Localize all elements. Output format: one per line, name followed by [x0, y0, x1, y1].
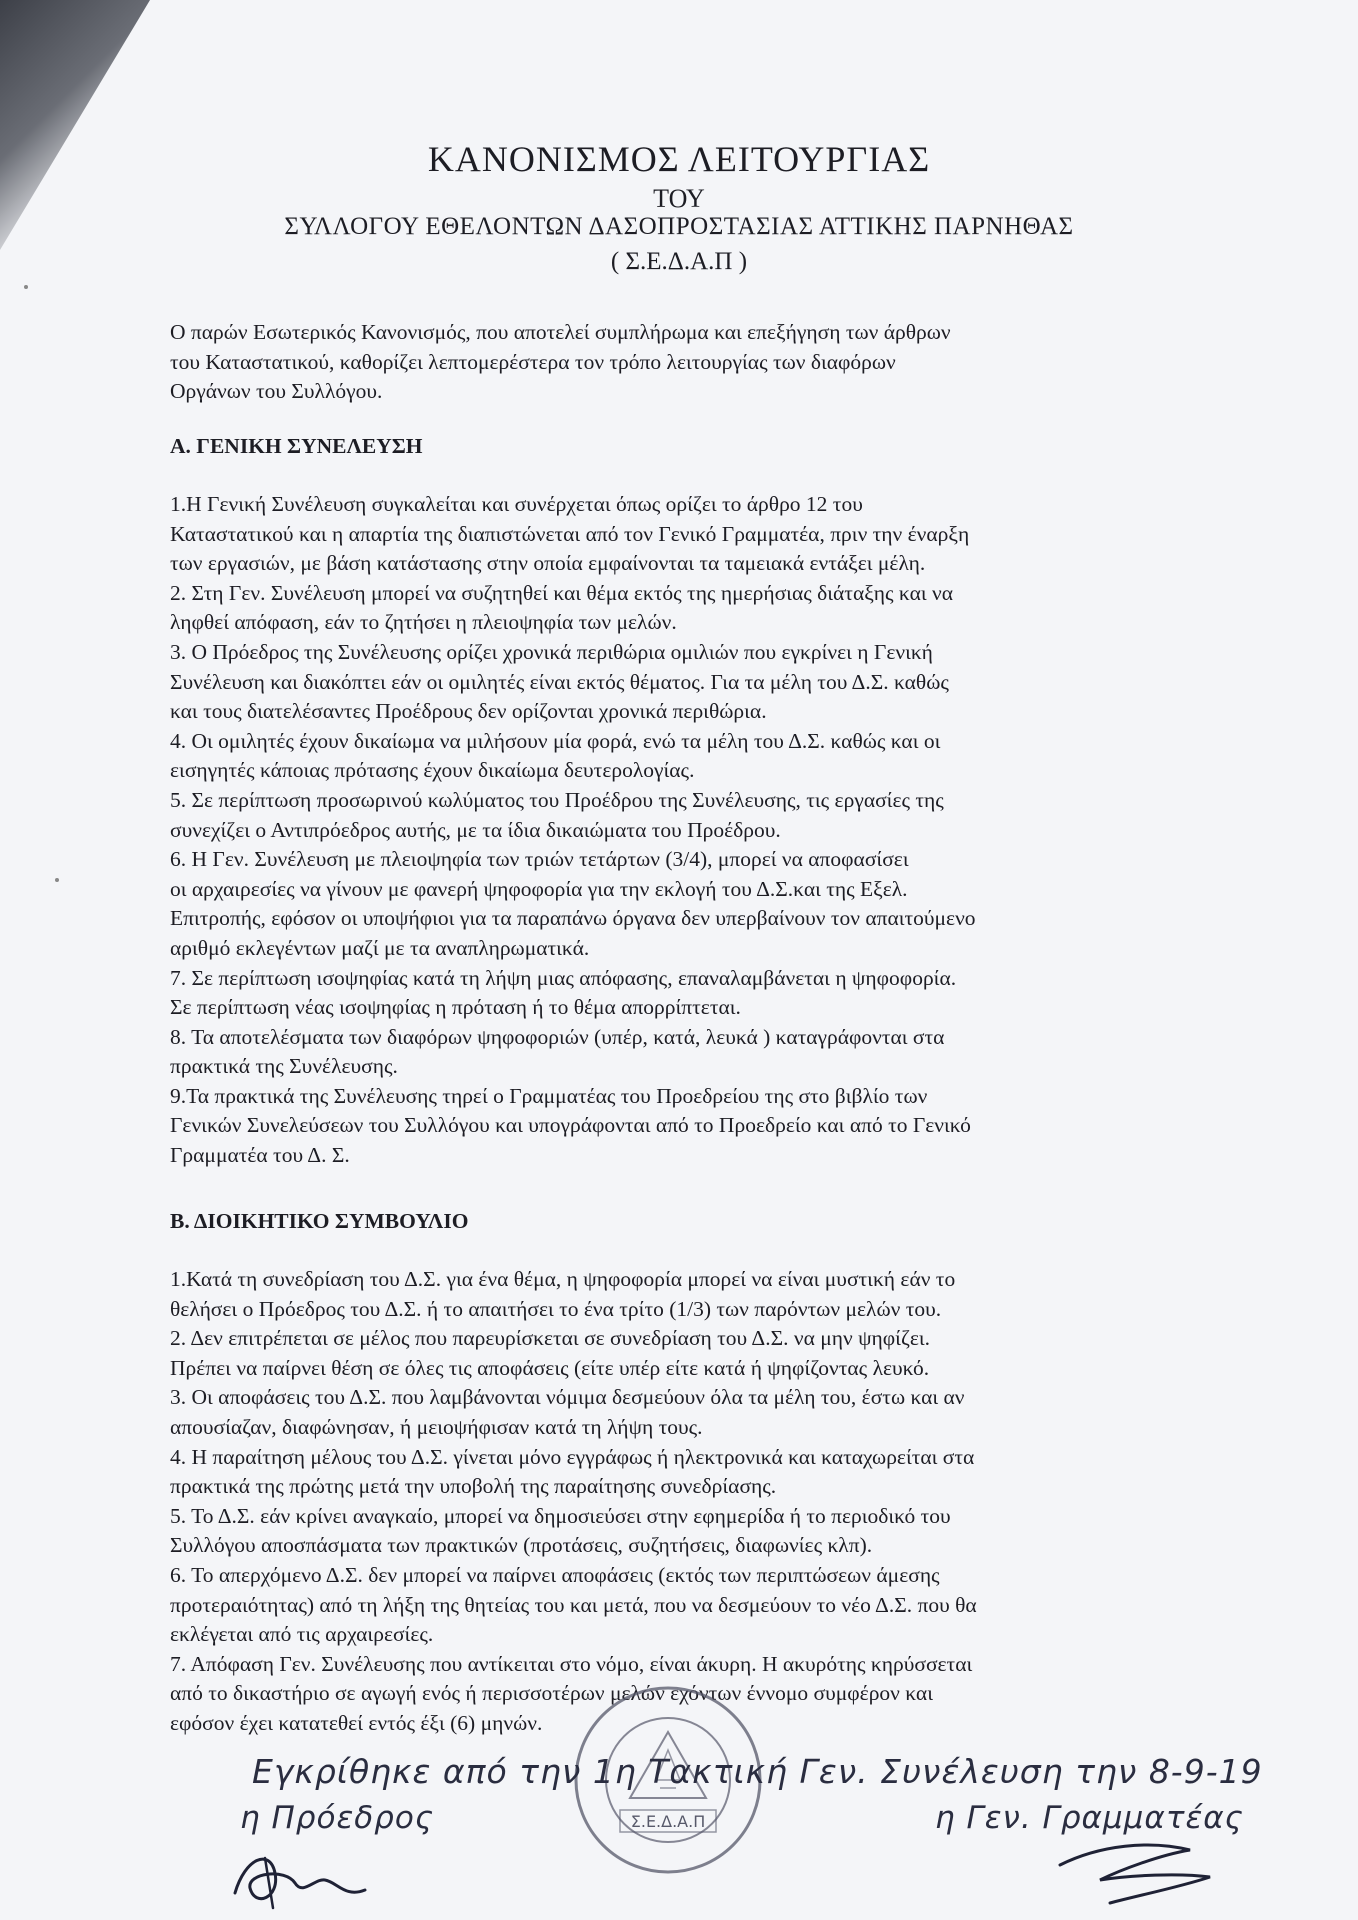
section-b-line: 2. Δεν επιτρέπεται σε μέλος που παρευρίσκεται σε συνεδρίαση του Δ.Σ. να μην ψηφίζει. [170, 1326, 931, 1351]
intro-paragraph [170, 318, 1180, 407]
section-a-line: πρακτικά της Συνέλευσης. [170, 1054, 398, 1079]
section-a-line: 7. Σε περίπτωση ισοψηφίας κατά τη λήψη μιας απόφασης, επαναλαμβάνεται η ψηφοφορία. [170, 965, 957, 990]
section-a-line: συνεχίζει ο Αντιπρόεδρος αυτής, με τα ίδια δικαιώματα του Προέδρου. [170, 817, 781, 842]
intro-line: του Καταστατικού, καθορίζει λεπτομερέστερα τον τρόπο λειτουργίας των διαφόρων [170, 349, 896, 374]
stamp-center-text: Σ.Ε.Δ.Α.Π [630, 1812, 706, 1831]
section-a-line: οι αρχαιρεσίες να γίνουν με φανερή ψηφοφορία για την εκλογή του Δ.Σ.και της Εξελ. [170, 876, 908, 901]
section-b-heading: Β. ΔΙΟΙΚΗΤΙΚΟ ΣΥΜΒΟΥΛΙΟ [170, 1209, 469, 1233]
section-b-line: εκλέγεται από τις αρχαιρεσίες. [170, 1622, 434, 1647]
section-a-line: 6. Η Γεν. Συνέλευση με πλειοψηφία των τριών τετάρτων (3/4), μπορεί να αποφασίσει [170, 847, 909, 872]
section-a-line: Καταστατικού και η απαρτία της διαπιστώνεται από τον Γενικό Γραμματέα, πριν την έναρξη [170, 521, 970, 546]
section-b-line: 6. Το απερχόμενο Δ.Σ. δεν μπορεί να παίρνει αποφάσεις (εκτός των περιπτώσεων άμεσης [170, 1562, 940, 1587]
section-a-line: και τους διατελέσαντες Προέδρους δεν ορίζονται χρονικά περιθώρια. [170, 699, 767, 724]
section-a-line: 9.Τα πρακτικά της Συνέλευσης τηρεί ο Γραμματέας του Προεδρείου της στο βιβλίο των [170, 1083, 928, 1108]
section-a-line: των εργασιών, με βάση κατάστασης στην οποία εμφαίνονται τα ταμειακά εντάξει μέλη. [170, 551, 926, 576]
document-title: ΚΑΝΟΝΙΣΜΟΣ ΛΕΙΤΟΥΡΓΙΑΣ [427, 139, 931, 179]
section-b-line: θελήσει ο Πρόεδρος του Δ.Σ. ή το απαιτήσει το ένα τρίτο (1/3) των παρόντων μελών του. [170, 1296, 942, 1321]
section-b-line: από το δικαστήριο σε αγωγή ενός ή περισσοτέρων μελών εχόντων έννομο συμφέρον και [170, 1681, 933, 1706]
section-a-line: 1.Η Γενική Συνέλευση συγκαλείται και συνέρχεται όπως ορίζει το άρθρο 12 του [170, 492, 863, 516]
section-b-line: πρακτικά της πρώτης μετά την υποβολή της παραίτησης συνεδρίασης. [170, 1474, 777, 1499]
section-b-line: 4. Η παραίτηση μέλους του Δ.Σ. γίνεται μόνο εγγράφως ή ηλεκτρονικά και καταχωρείται στα [170, 1444, 975, 1469]
organization-abbreviation: ( Σ.Ε.Δ.Α.Π ) [610, 248, 748, 275]
section-a-line: αριθμό εκλεγέντων μαζί με τα αναπληρωματικά. [170, 935, 590, 960]
section-b-line: 1.Κατά τη συνεδρίαση του Δ.Σ. για ένα θέμα, η ψηφοφορία μπορεί να είναι μυστική εάν το [170, 1267, 956, 1291]
section-a-line: Σε περίπτωση νέας ισοψηφίας η πρόταση ή το θέμα απορρίπτεται. [170, 995, 741, 1020]
secretary-label: η Γεν. Γραμματέας [935, 1800, 1244, 1836]
section-a-line: Γραμματέα του Δ. Σ. [170, 1143, 350, 1168]
organization-name: ΣΥΛΛΟΓΟΥ ΕΘΕΛΟΝΤΩΝ ΔΑΣΟΠΡΟΣΤΑΣΙΑΣ ΑΤΤΙΚΗΣ ΠΑΡΝΗΘΑΣ [284, 213, 1074, 240]
section-a-line: 8. Τα αποτελέσματα των διαφόρων ψηφοφοριών (υπέρ, κατά, λευκά ) καταγράφονται στα [170, 1024, 945, 1049]
section-a-line: Γενικών Συνελεύσεων του Συλλόγου και υπογράφονται από το Προεδρείο και από το Γενικό [170, 1113, 971, 1138]
scan-speck [55, 878, 59, 882]
section-b-line: εφόσον έχει κατατεθεί εντός έξι (6) μηνών. [170, 1710, 543, 1735]
section-b-line: Πρέπει να παίρνει θέση σε όλες τις αποφάσεις (είτε υπέρ είτε κατά ή ψηφίζοντας λευκό. [170, 1355, 930, 1380]
section-a-line: 4. Οι ομιλητές έχουν δικαίωμα να μιλήσουν μία φορά, ενώ τα μέλη του Δ.Σ. καθώς και οι [170, 728, 941, 753]
president-signature [225, 1838, 395, 1916]
section-a-heading: Α. ΓΕΝΙΚΗ ΣΥΝΕΛΕΥΣΗ [170, 434, 423, 458]
section-a-line: 3. Ο Πρόεδρος της Συνέλευσης ορίζει χρονικά περιθώρια ομιλιών που εγκρίνει η Γενική [170, 639, 933, 664]
section-a-line: Επιτροπής, εφόσον οι υποψήφιοι για τα παραπάνω όργανα δεν υπερβαίνουν τον απαιτούμενο [170, 906, 976, 931]
section-a-body [170, 490, 1180, 1171]
intro-line: Οργάνων του Συλλόγου. [170, 379, 383, 404]
section-a-line: 5. Σε περίπτωση προσωρινού κωλύματος του Προέδρου της Συνέλευσης, τις εργασίες της [170, 787, 944, 812]
section-b-line: 7. Απόφαση Γεν. Συνέλευσης που αντίκειται στο νόμο, είναι άκυρη. Η ακυρότης κηρύσσεται [170, 1651, 973, 1676]
secretary-signature [1040, 1825, 1240, 1915]
scan-speck [24, 285, 28, 289]
section-b-body [170, 1265, 1180, 1739]
section-b-line: απουσίαζαν, διαφώνησαν, ή μειοψήφισαν κατά τη λήψη τους. [170, 1414, 703, 1439]
section-a-line: Συνέλευση και διακόπτει εάν οι ομιλητές είναι εκτός θέματος. Για τα μέλη του Δ.Σ. καθώς [170, 669, 949, 694]
section-a-line: ληφθεί απόφαση, εάν το ζητήσει η πλειοψηφία των μελών. [170, 610, 677, 635]
section-b-line: 3. Οι αποφάσεις του Δ.Σ. που λαμβάνονται νόμιμα δεσμεύουν όλα τα μέλη του, έστω και αν [170, 1385, 965, 1410]
section-a-line: 2. Στη Γεν. Συνέλευση μπορεί να συζητηθεί και θέμα εκτός της ημερήσιας διάταξης και να [170, 580, 953, 605]
president-label: η Πρόεδρος [240, 1800, 435, 1836]
section-a-line: εισηγητές κάποιας πρότασης έχουν δικαίωμα δευτερολογίας. [170, 758, 695, 783]
section-b-line: 5. Το Δ.Σ. εάν κρίνει αναγκαίο, μπορεί να δημοσιεύσει στην εφημερίδα ή το περιοδικό του [170, 1503, 951, 1528]
handwritten-approval-note: Εγκρίθηκε από την 1η Τακτική Γεν. Συνέλευση την 8-9-19 [252, 1752, 1263, 1791]
intro-line: Ο παρών Εσωτερικός Κανονισμός, που αποτελεί συμπλήρωμα και επεξήγηση των άρθρων [170, 320, 951, 344]
section-b-line: προτεραιότητας) από τη λήξη της θητείας του και μετά, που να δεσμεύουν το νέο Δ.Σ. που θα [170, 1592, 977, 1617]
document-title-of: ΤΟΥ [653, 184, 705, 213]
section-b-line: Συλλόγου αποσπάσματα των πρακτικών (προτάσεις, συζητήσεις, διαφωνίες κλπ). [170, 1533, 873, 1558]
